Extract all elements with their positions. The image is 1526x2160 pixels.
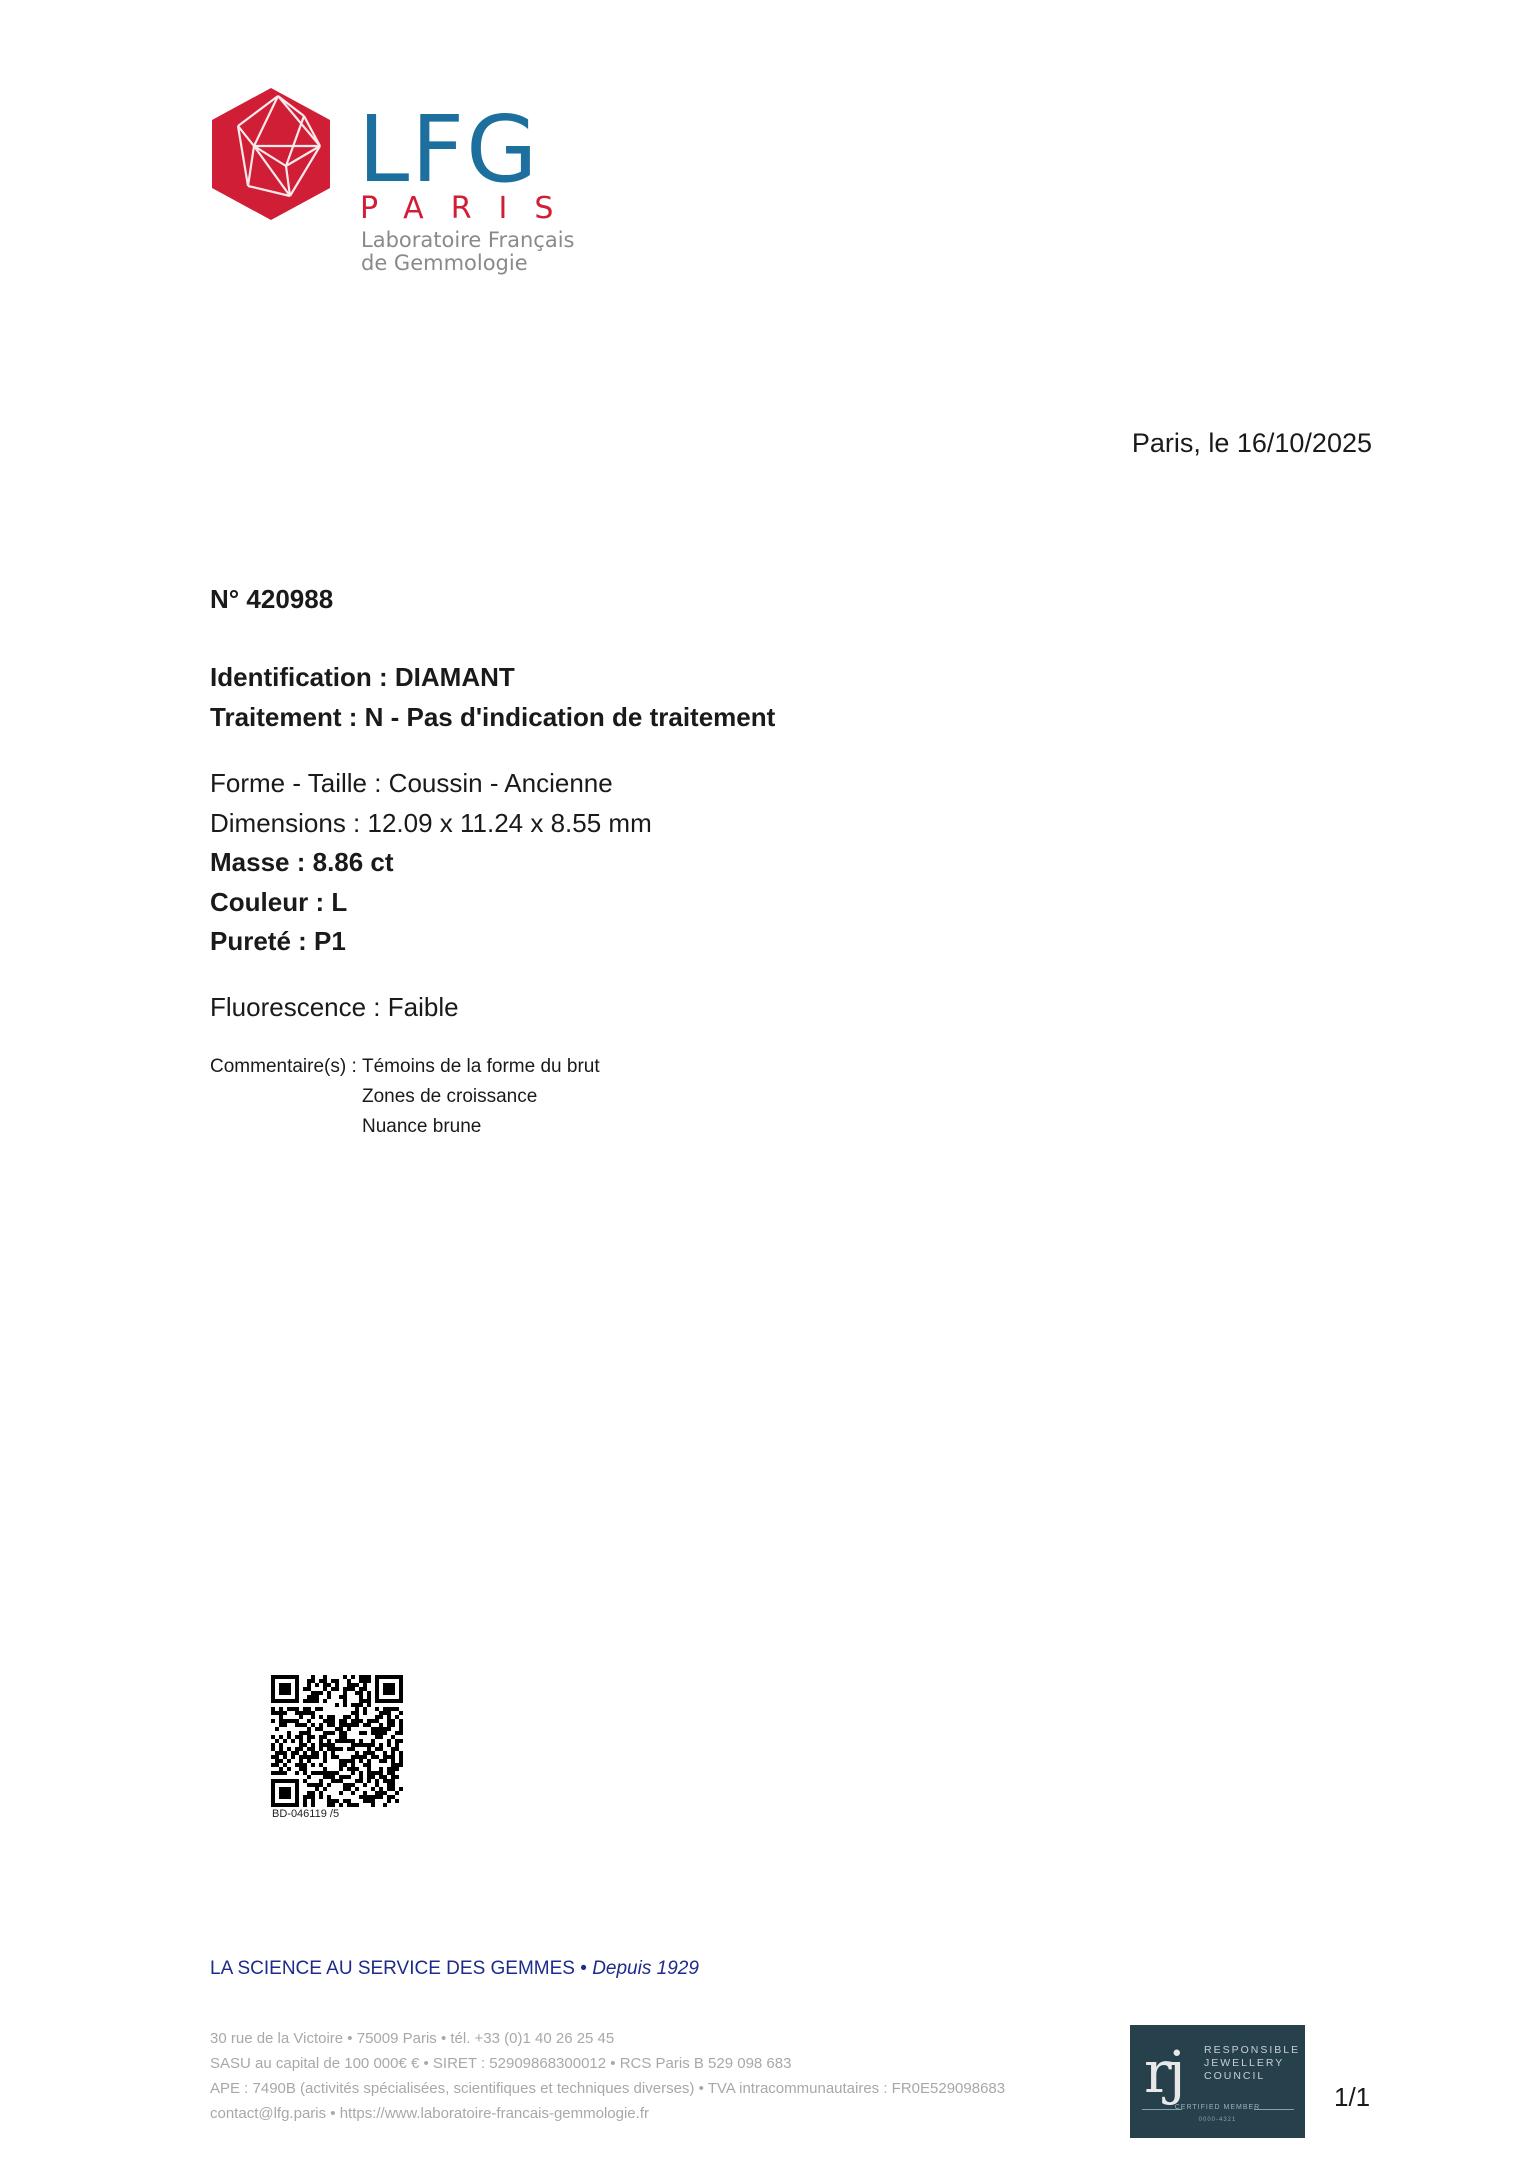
fluorescence-line: Fluorescence : Faible [210, 992, 459, 1022]
footer-company-info: SASU au capital de 100 000€ € • SIRET : 52909868300012 • RCS Paris B 529 098 683 [210, 2055, 792, 2072]
comment-item: Nuance brune [362, 1116, 482, 1137]
rjc-member-id: 0000-4321 [1198, 2117, 1237, 2123]
comments-label: Commentaire(s) : [210, 1056, 357, 1077]
logo-brand: LFG [358, 96, 540, 203]
rjc-text: JEWELLERY [1204, 2057, 1285, 2069]
slogan-text: LA SCIENCE AU SERVICE DES GEMMES [210, 1958, 575, 1979]
rjc-text: COUNCIL [1204, 2070, 1266, 2082]
slogan-bullet: • [574, 1958, 593, 1979]
footer-slogan [210, 1958, 699, 1980]
comment-item: Témoins de la forme du brut [362, 1056, 600, 1077]
qr-code-icon[interactable] [271, 1675, 403, 1807]
logo-city: PARIS [360, 191, 581, 226]
qr-caption: BD-046119 /5 [272, 1808, 340, 1820]
shape-cut-line: Forme - Taille : Coussin - Ancienne [210, 768, 613, 798]
logo-subtitle-line2: de Gemmologie [361, 251, 528, 275]
page-number: 1/1 [1334, 2082, 1371, 2112]
comment-item: Zones de croissance [362, 1086, 538, 1107]
mass-line: Masse : 8.86 ct [210, 847, 394, 877]
slogan-since: Depuis 1929 [592, 1958, 699, 1979]
logo-subtitle-line1: Laboratoire Français [361, 228, 575, 252]
footer-address: 30 rue de la Victoire • 75009 Paris • tél. +33 (0)1 40 26 25 45 [210, 2030, 615, 2047]
color-line: Couleur : L [210, 887, 348, 917]
certificate-number: N° 420988 [210, 584, 334, 614]
rjc-certified-member-badge [1130, 2025, 1305, 2138]
lfg-logo-icon [208, 86, 334, 222]
footer-contact: contact@lfg.paris • https://www.laboratoire-francais-gemmologie.fr [210, 2105, 649, 2122]
rjc-text: RESPONSIBLE [1204, 2044, 1301, 2056]
document-date: Paris, le 16/10/2025 [1131, 428, 1372, 458]
treatment-line: Traitement : N - Pas d'indication de traitement [210, 702, 776, 732]
identification-line: Identification : DIAMANT [210, 662, 515, 692]
footer-tax-info: APE : 7490B (activités spécialisées, scientifiques et techniques diverses) • TVA intracommunautaires : FR0E529098683 [210, 2080, 1006, 2097]
clarity-line: Pureté : P1 [210, 926, 346, 956]
rjc-logo-icon: rj [1144, 2038, 1182, 2106]
dimensions-line: Dimensions : 12.09 x 11.24 x 8.55 mm [210, 808, 652, 838]
rjc-member-text: CERTIFIED MEMBER [1174, 2104, 1261, 2111]
